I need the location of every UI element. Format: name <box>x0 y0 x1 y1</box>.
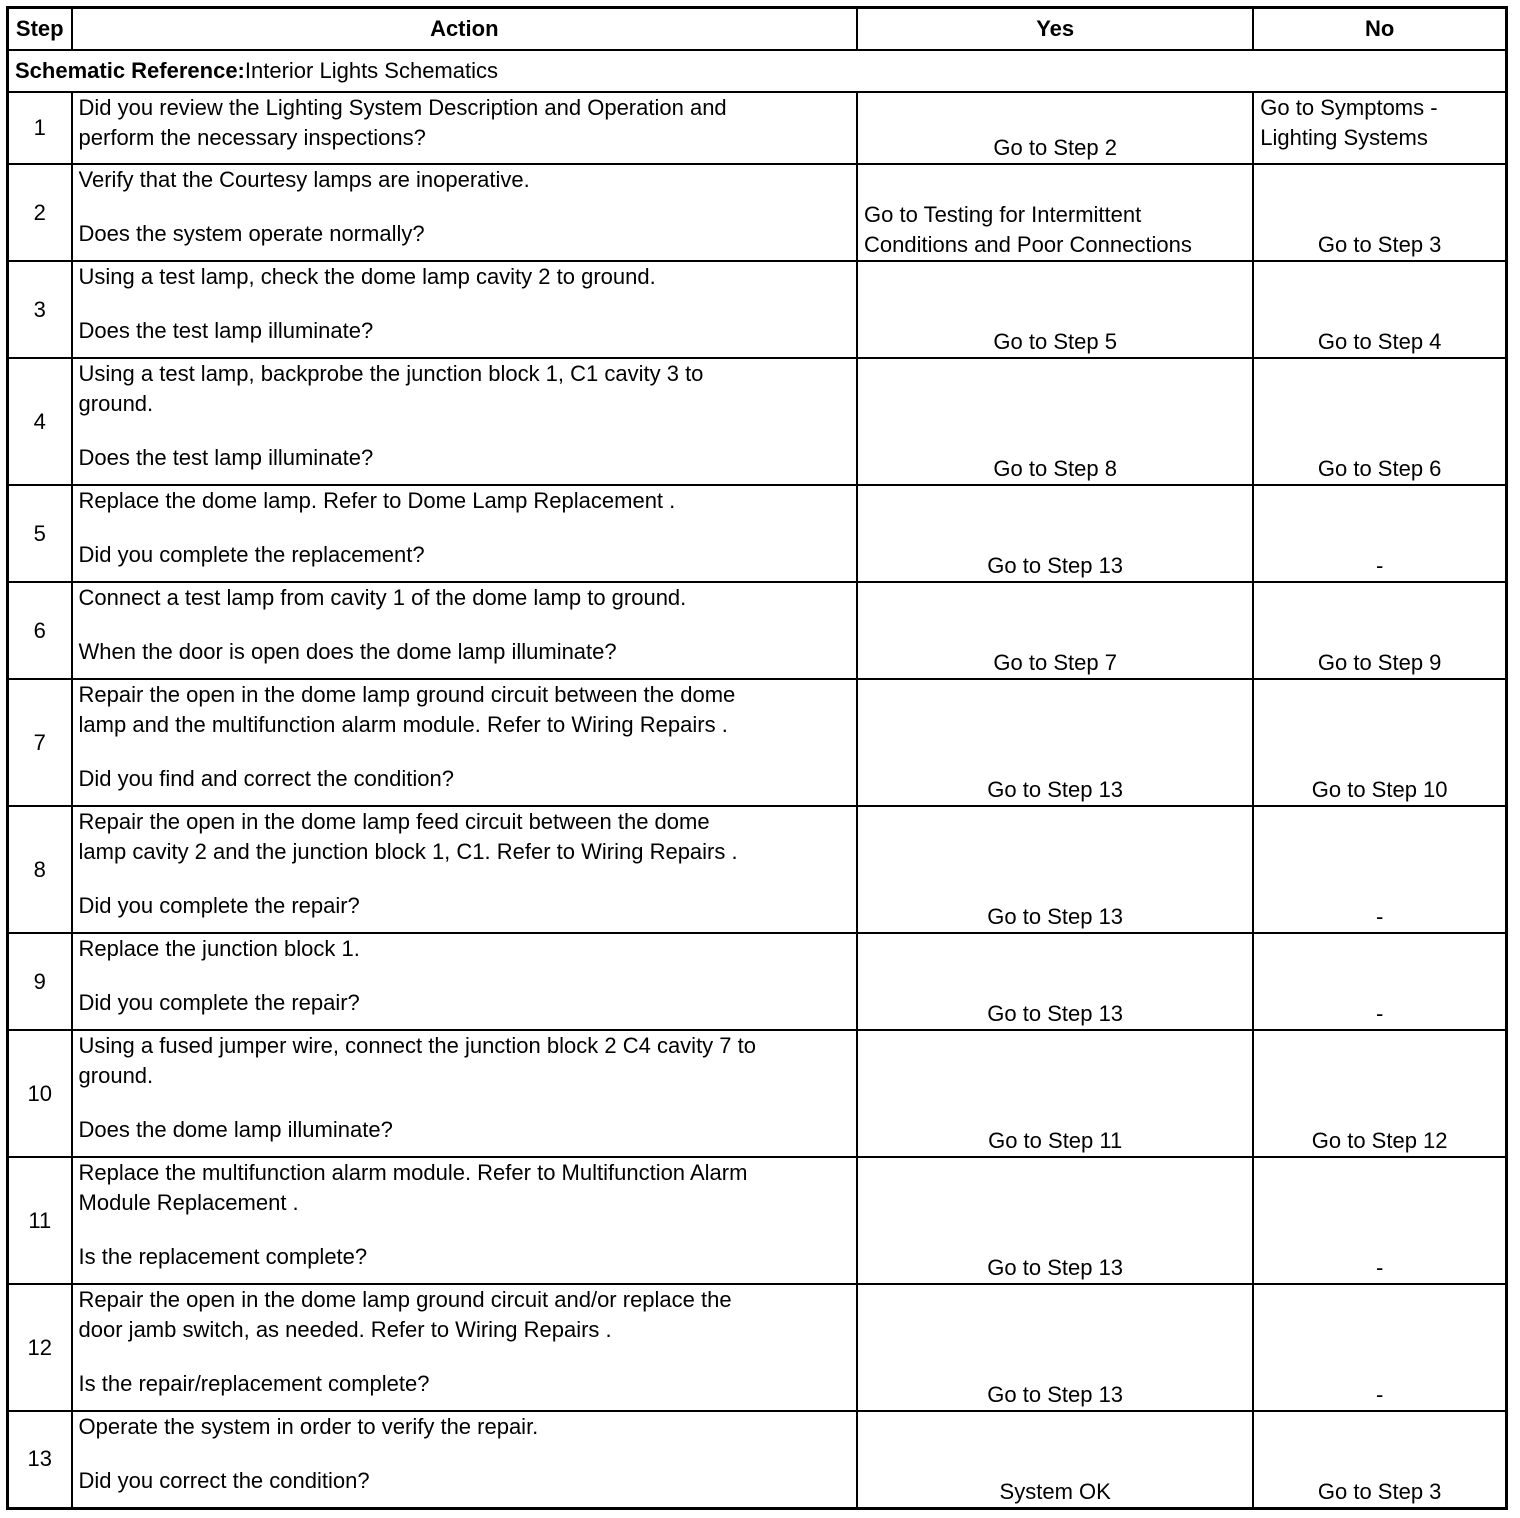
action-spacer <box>79 740 851 764</box>
table-row <box>8 806 1507 933</box>
step-number: 7 <box>8 679 72 806</box>
no-link[interactable]: Go to Step 9 <box>1317 650 1442 675</box>
yes-link[interactable]: Go to Step 13 <box>987 553 1124 578</box>
step-action <box>72 1284 858 1411</box>
step-no <box>1253 933 1506 1030</box>
schematic-reference-row <box>8 50 1507 92</box>
step-no <box>1253 92 1506 164</box>
table-row <box>8 92 1507 164</box>
schematic-reference-link[interactable]: Interior Lights Schematics <box>244 58 498 83</box>
action-text: Did you review the Lighting System Description and Operation and <box>78 95 727 120</box>
step-number: 13 <box>8 1411 72 1508</box>
step-no <box>1253 1157 1506 1284</box>
table-row <box>8 1411 1507 1508</box>
action-spacer <box>79 419 851 443</box>
no-link[interactable]: Go to Symptoms - <box>1260 95 1438 120</box>
action-question: Is the replacement complete? <box>78 1244 368 1269</box>
yes-link[interactable]: Go to Step 13 <box>987 904 1124 929</box>
step-yes <box>857 806 1253 933</box>
step-number: 3 <box>8 261 72 358</box>
header-step: Step <box>8 8 72 51</box>
action-text: Repair the open in the dome lamp ground circuit and/or replace the <box>78 1287 732 1312</box>
step-action <box>72 933 858 1030</box>
action-spacer <box>79 1091 851 1115</box>
step-action <box>72 679 858 806</box>
yes-link[interactable]: Go to Step 13 <box>987 777 1124 802</box>
table-row <box>8 358 1507 485</box>
no-link[interactable]: Go to Step 3 <box>1317 232 1442 257</box>
step-action <box>72 92 858 164</box>
schematic-reference-cell <box>8 50 1507 92</box>
step-yes <box>857 164 1253 261</box>
action-text: Operate the system in order to verify the repair. <box>78 1414 539 1439</box>
yes-link[interactable]: Go to Testing for Intermittent <box>864 202 1142 227</box>
step-no <box>1253 1284 1506 1411</box>
action-text: Module Replacement . <box>78 1190 299 1215</box>
step-action <box>72 261 858 358</box>
action-text: Verify that the Courtesy lamps are inoperative. <box>78 167 530 192</box>
action-spacer <box>79 964 851 988</box>
step-no <box>1253 806 1506 933</box>
header-yes: Yes <box>857 8 1253 51</box>
action-text: lamp and the multifunction alarm module. Refer to Wiring Repairs . <box>78 712 728 737</box>
yes-link[interactable]: Conditions and Poor Connections <box>864 232 1192 257</box>
action-question: Did you complete the repair? <box>78 893 360 918</box>
yes-link[interactable]: Go to Step 13 <box>987 1382 1124 1407</box>
step-yes <box>857 1284 1253 1411</box>
action-spacer <box>79 867 851 891</box>
step-number: 1 <box>8 92 72 164</box>
no-text: - <box>1375 1382 1384 1407</box>
step-no <box>1253 582 1506 679</box>
action-spacer <box>79 613 851 637</box>
no-link[interactable]: Go to Step 12 <box>1311 1128 1448 1153</box>
step-yes <box>857 1030 1253 1157</box>
action-question: When the door is open does the dome lamp illuminate? <box>78 639 617 664</box>
action-text: perform the necessary inspections? <box>78 125 426 150</box>
action-spacer <box>79 1442 851 1466</box>
action-spacer <box>79 1345 851 1369</box>
step-yes <box>857 485 1253 582</box>
action-text: Replace the dome lamp. Refer to Dome Lamp Replacement . <box>78 488 676 513</box>
step-no <box>1253 358 1506 485</box>
step-yes <box>857 358 1253 485</box>
step-no <box>1253 1030 1506 1157</box>
action-text: Repair the open in the dome lamp ground circuit between the dome <box>78 682 736 707</box>
step-no <box>1253 1411 1506 1508</box>
action-text: Replace the multifunction alarm module. Refer to Multifunction Alarm <box>78 1160 748 1185</box>
no-text: - <box>1375 553 1384 578</box>
action-text: Using a test lamp, check the dome lamp cavity 2 to ground. <box>78 264 656 289</box>
header-no: No <box>1253 8 1506 51</box>
action-text: door jamb switch, as needed. Refer to Wiring Repairs . <box>78 1317 612 1342</box>
step-yes <box>857 933 1253 1030</box>
step-number: 10 <box>8 1030 72 1157</box>
table-row <box>8 679 1507 806</box>
step-yes <box>857 679 1253 806</box>
table-body <box>8 50 1507 1508</box>
step-number: 6 <box>8 582 72 679</box>
step-yes <box>857 261 1253 358</box>
step-number: 2 <box>8 164 72 261</box>
step-action <box>72 358 858 485</box>
action-text: Using a fused jumper wire, connect the junction block 2 C4 cavity 7 to <box>78 1033 756 1058</box>
table-row <box>8 1030 1507 1157</box>
no-link[interactable]: Lighting Systems <box>1260 125 1428 150</box>
step-number: 12 <box>8 1284 72 1411</box>
table-row <box>8 582 1507 679</box>
header-row <box>8 8 1507 51</box>
step-action <box>72 164 858 261</box>
action-question: Did you complete the replacement? <box>78 542 425 567</box>
action-text: Using a test lamp, backprobe the junction block 1, C1 cavity 3 to <box>78 361 704 386</box>
action-question: Did you correct the condition? <box>78 1468 370 1493</box>
step-action <box>72 582 858 679</box>
no-link[interactable]: Go to Step 10 <box>1311 777 1448 802</box>
no-link[interactable]: Go to Step 3 <box>1317 1478 1442 1504</box>
diagnostic-table <box>6 6 1508 1510</box>
step-number: 8 <box>8 806 72 933</box>
action-question: Did you find and correct the condition? <box>78 766 454 791</box>
no-link[interactable]: Go to Step 6 <box>1317 456 1442 481</box>
table-row <box>8 485 1507 582</box>
step-yes <box>857 92 1253 164</box>
yes-link[interactable]: Go to Step 5 <box>993 329 1117 354</box>
action-text: Connect a test lamp from cavity 1 of the dome lamp to ground. <box>78 585 687 610</box>
yes-link[interactable]: Go to Step 2 <box>993 135 1117 160</box>
action-question: Does the test lamp illuminate? <box>78 318 374 343</box>
table-row <box>8 261 1507 358</box>
no-text: - <box>1375 1255 1384 1280</box>
table-row <box>8 1284 1507 1411</box>
header-action: Action <box>72 8 858 51</box>
step-action <box>72 806 858 933</box>
table-row <box>8 164 1507 261</box>
yes-link[interactable]: Go to Step 7 <box>993 650 1117 675</box>
step-action <box>72 1030 858 1157</box>
action-spacer <box>79 292 851 316</box>
step-action <box>72 1411 858 1508</box>
yes-link[interactable]: Go to Step 8 <box>993 456 1117 481</box>
step-yes <box>857 1157 1253 1284</box>
yes-link[interactable]: Go to Step 13 <box>987 1001 1124 1026</box>
step-yes <box>857 1411 1253 1508</box>
step-number: 11 <box>8 1157 72 1284</box>
step-number: 9 <box>8 933 72 1030</box>
action-question: Does the system operate normally? <box>78 221 425 246</box>
step-no <box>1253 164 1506 261</box>
no-text: - <box>1375 904 1384 929</box>
step-action <box>72 1157 858 1284</box>
action-spacer <box>79 195 851 219</box>
action-question: Is the repair/replacement complete? <box>78 1371 430 1396</box>
table-row <box>8 933 1507 1030</box>
step-action <box>72 485 858 582</box>
step-yes <box>857 582 1253 679</box>
action-text: lamp cavity 2 and the junction block 1, C1. Refer to Wiring Repairs . <box>78 839 738 864</box>
action-text: ground. <box>78 391 154 416</box>
action-text: Replace the junction block 1. <box>78 936 360 961</box>
table-row <box>8 1157 1507 1284</box>
no-text: - <box>1375 1001 1384 1026</box>
no-link[interactable]: Go to Step 4 <box>1317 329 1442 354</box>
step-no <box>1253 679 1506 806</box>
action-text: Repair the open in the dome lamp feed circuit between the dome <box>78 809 710 834</box>
action-spacer <box>79 1218 851 1242</box>
action-question: Does the dome lamp illuminate? <box>78 1117 393 1142</box>
schematic-reference-label: Schematic Reference: <box>15 58 245 83</box>
action-question: Does the test lamp illuminate? <box>78 445 374 470</box>
step-no <box>1253 261 1506 358</box>
step-number: 4 <box>8 358 72 485</box>
step-number: 5 <box>8 485 72 582</box>
yes-link[interactable]: System OK <box>999 1478 1111 1504</box>
yes-link[interactable]: Go to Step 11 <box>988 1128 1123 1153</box>
step-no <box>1253 485 1506 582</box>
action-text: ground. <box>78 1063 154 1088</box>
action-question: Did you complete the repair? <box>78 990 360 1015</box>
yes-link[interactable]: Go to Step 13 <box>987 1255 1124 1280</box>
action-spacer <box>79 516 851 540</box>
